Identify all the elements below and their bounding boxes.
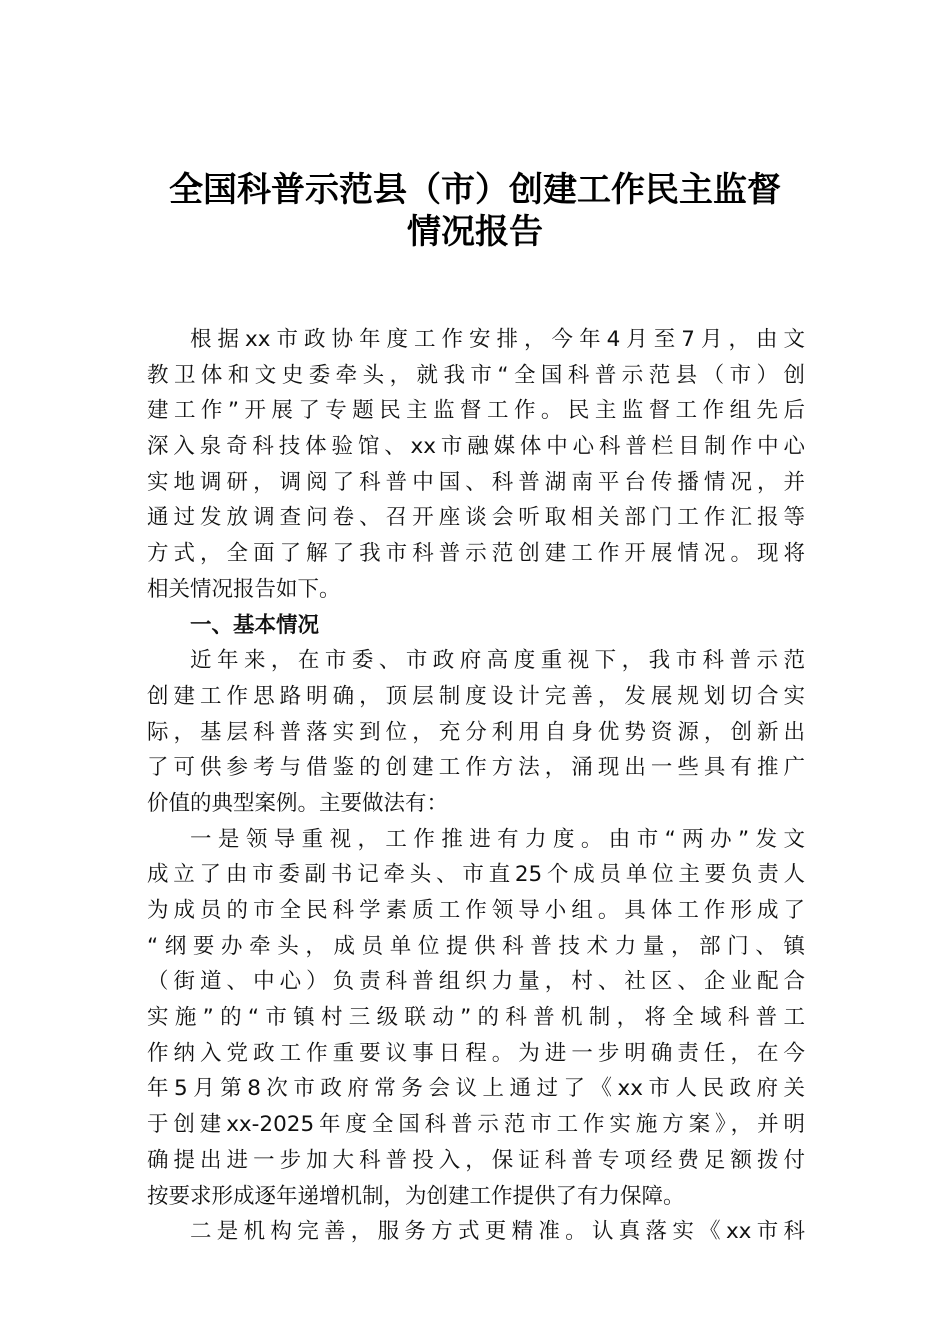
paragraph-line: 按要求形成逐年递增机制，为创建工作提供了有力保障。 xyxy=(147,1183,685,1209)
paragraph-line: 了可供参考与借鉴的创建工作方法，涌现出一些具有推广 xyxy=(147,755,805,781)
paragraph-line: 方式，全面了解了我市科普示范创建工作开展情况。现将 xyxy=(147,541,805,567)
paragraph-line: 一是领导重视，工作推进有力度。由市“两办”发文 xyxy=(190,826,805,852)
document-body xyxy=(147,322,805,1250)
paragraph-line: 根据xx市政协年度工作安排，今年4月至7月，由文 xyxy=(190,327,805,352)
paragraph-line: 二是机构完善，服务方式更精准。认真落实《xx市科 xyxy=(190,1219,805,1245)
paragraph-line: 际，基层科普落实到位，充分利用自身优势资源，创新出 xyxy=(147,719,805,745)
section-heading: 一、基本情况 xyxy=(190,612,320,638)
paragraph-line: （街道、中心）负责科普组织力量，村、社区、企业配合 xyxy=(147,969,805,995)
paragraph-line: 深入泉奇科技体验馆、xx市融媒体中心科普栏目制作中心 xyxy=(147,434,805,460)
paragraph-line: 成立了由市委副书记牵头、市直25个成员单位主要负责人 xyxy=(147,862,805,888)
document-title-line-2: 情况报告 xyxy=(407,212,543,252)
paragraph-line: 确提出进一步加大科普投入，保证科普专项经费足额拨付 xyxy=(147,1147,805,1173)
paragraph-line: 年5月第8次市政府常务会议上通过了《xx市人民政府关 xyxy=(147,1076,805,1102)
paragraph-line: 通过发放调查问卷、召开座谈会听取相关部门工作汇报等 xyxy=(147,505,805,531)
paragraph-line: 相关情况报告如下。 xyxy=(147,576,341,602)
paragraph-line: 为成员的市全民科学素质工作领导小组。具体工作形成了 xyxy=(147,898,805,923)
paragraph-line: 近年来，在市委、市政府高度重视下，我市科普示范 xyxy=(190,648,805,674)
paragraph-line: 作纳入党政工作重要议事日程。为进一步明确责任，在今 xyxy=(147,1040,805,1066)
paragraph-line: 教卫体和文史委牵头，就我市“全国科普示范县（市）创 xyxy=(147,362,805,388)
document-title-line-1: 全国科普示范县（市）创建工作民主监督 xyxy=(169,170,781,210)
paragraph-line: 建工作”开展了专题民主监督工作。民主监督工作组先后 xyxy=(147,398,805,424)
paragraph-line: “纲要办牵头，成员单位提供科普技术力量，部门、镇 xyxy=(147,933,805,959)
paragraph-line: 于创建xx-2025年度全国科普示范市工作实施方案》，并明 xyxy=(147,1112,805,1138)
paragraph-line: 实施”的“市镇村三级联动”的科普机制，将全域科普工 xyxy=(147,1005,805,1031)
paragraph-line: 创建工作思路明确，顶层制度设计完善，发展规划切合实 xyxy=(147,683,805,709)
paragraph-line: 实地调研，调阅了科普中国、科普湖南平台传播情况，并 xyxy=(147,469,805,495)
paragraph-line: 价值的典型案例。主要做法有： xyxy=(147,790,449,816)
